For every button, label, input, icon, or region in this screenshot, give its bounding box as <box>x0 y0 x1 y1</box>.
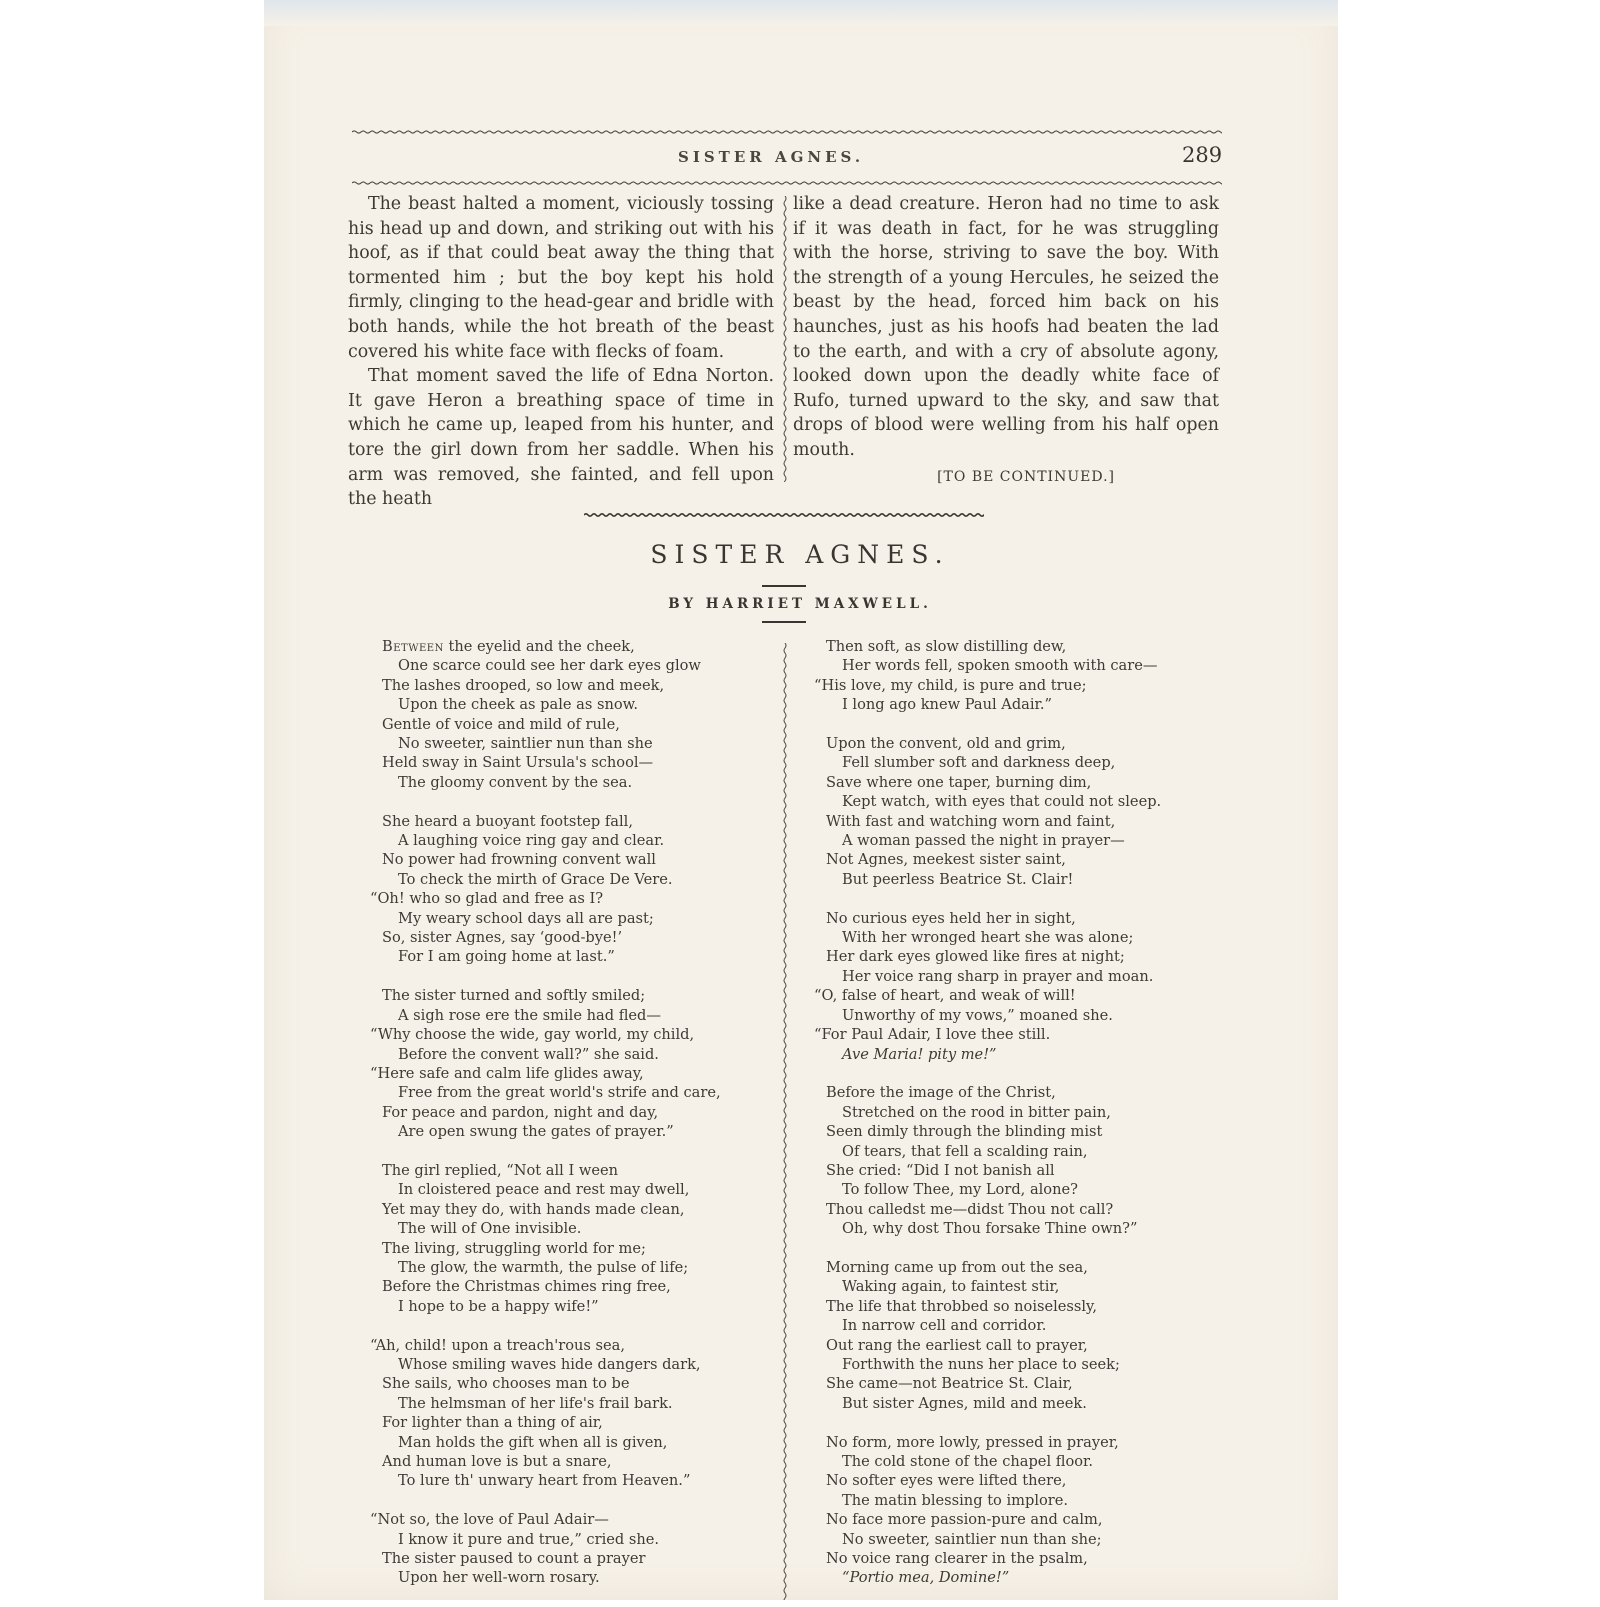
poem-line: My weary school days all are past; <box>398 909 654 927</box>
poem-line: Her words fell, spoken smooth with care— <box>842 657 1158 675</box>
poem-line: “O, false of heart, and weak of will! <box>814 987 1076 1005</box>
poem-line: Free from the great world's strife and care, <box>398 1084 721 1102</box>
poem-line: Upon her well-worn rosary. <box>398 1569 600 1587</box>
poem-line: Before the convent wall?” she said. <box>398 1045 659 1063</box>
poem-line: For lighter than a thing of air, <box>382 1414 603 1432</box>
poem-line: No sweeter, saintlier nun than she <box>398 735 653 753</box>
poem-line: No curious eyes held her in sight, <box>826 909 1076 927</box>
poem-line: The matin blessing to implore. <box>842 1491 1069 1509</box>
prose-paragraph: That moment saved the life of Edna Norton. It gave Heron a breathing space of time in which he came up, leaped from his hunter, and tore the girl down from her saddle. When his arm was removed, she fainted, and fell upon the heath <box>348 366 774 510</box>
poem-line: With fast and watching worn and faint, <box>826 812 1116 830</box>
poem-line: To follow Thee, my Lord, alone? <box>842 1181 1078 1199</box>
poem-line: In narrow cell and corridor. <box>842 1317 1047 1335</box>
poem-line: “Ah, child! upon a treach'rous sea, <box>370 1336 625 1354</box>
poem-line: Upon the cheek as pale as snow. <box>398 696 639 714</box>
poem-line: No sweeter, saintlier nun than she; <box>842 1530 1102 1548</box>
poem-line: For peace and pardon, night and day, <box>382 1103 659 1121</box>
poem-line: Her dark eyes glowed like fires at night; <box>826 948 1125 966</box>
poem-line: Unworthy of my vows,” moaned she. <box>842 1006 1113 1024</box>
byline-rule <box>762 621 806 623</box>
poem-line: Ave Maria! pity me!” <box>842 1045 997 1063</box>
poem-line: Whose smiling waves hide dangers dark, <box>398 1355 701 1373</box>
header-bottom-rule <box>352 179 1222 187</box>
stanza <box>826 1433 1206 1588</box>
poem-line: The lashes drooped, so low and meek, <box>382 676 665 694</box>
poem-line: Before the Christmas chimes ring free, <box>382 1278 671 1296</box>
poem-line: No power had frowning convent wall <box>382 851 656 869</box>
poem-line: I long ago knew Paul Adair.” <box>842 696 1053 714</box>
poem-line: “Here safe and calm life glides away, <box>370 1064 644 1082</box>
prose-right-column <box>793 192 1219 489</box>
poem-line: A woman passed the night in prayer— <box>842 832 1125 850</box>
poem-line: No softer eyes were lifted there, <box>826 1472 1067 1490</box>
stanza <box>370 812 762 967</box>
running-head: SISTER AGNES. <box>678 148 865 166</box>
poem-line: “Why choose the wide, gay world, my child, <box>370 1026 695 1044</box>
poem-line: A sigh rose ere the smile had fled— <box>398 1006 661 1024</box>
poem-line: Gentle of voice and mild of rule, <box>382 715 620 733</box>
prose-left-column <box>348 192 774 512</box>
poem-line: Yet may they do, with hands made clean, <box>382 1200 685 1218</box>
poem-left-column <box>370 637 762 1607</box>
poem-line: Held sway in Saint Ursula's school— <box>382 754 654 772</box>
stanza <box>826 1258 1206 1413</box>
prose-column-divider <box>780 196 790 482</box>
poem-line: Out rang the earliest call to prayer, <box>826 1336 1088 1354</box>
poem-line: She heard a buoyant footstep fall, <box>382 812 633 830</box>
poem-column-divider <box>780 643 790 1600</box>
poem-line: Stretched on the rood in bitter pain, <box>842 1103 1111 1121</box>
poem-line: Then soft, as slow distilling dew, <box>826 638 1067 655</box>
paper-top-edge <box>264 0 1338 26</box>
poem-line: Of tears, that fell a scalding rain, <box>842 1142 1088 1160</box>
poem-line: The gloomy convent by the sea. <box>398 773 633 791</box>
stanza <box>826 1083 1206 1238</box>
poem-line: In cloistered peace and rest may dwell, <box>398 1181 690 1199</box>
first-line-text: the eyelid and the cheek, <box>443 638 635 655</box>
poem-title: SISTER AGNES. <box>650 540 950 569</box>
poem-line: But sister Agnes, mild and meek. <box>842 1394 1087 1412</box>
stanza <box>370 1336 762 1491</box>
poem-line: With her wronged heart she was alone; <box>842 929 1134 947</box>
poem-line: The girl replied, “Not all I ween <box>382 1161 619 1179</box>
page-number: 289 <box>1182 143 1223 167</box>
poem-line: The sister turned and softly smiled; <box>382 987 646 1005</box>
poem-line: Kept watch, with eyes that could not sleep. <box>842 793 1162 811</box>
poem-line: Before the image of the Christ, <box>826 1084 1056 1102</box>
drop-word: Between <box>382 638 444 655</box>
poem-line: The glow, the warmth, the pulse of life; <box>398 1258 689 1276</box>
stanza <box>370 1510 762 1588</box>
poem-line: “Portio mea, Domine!” <box>842 1569 1010 1587</box>
poem-line: To lure th' unwary heart from Heaven.” <box>398 1472 691 1490</box>
poem-line: One scarce could see her dark eyes glow <box>398 657 701 675</box>
poem-line: Thou calledst me—didst Thou not call? <box>826 1200 1114 1218</box>
prose-paragraph: The beast halted a moment, viciously tossing his head up and down, and striking out with his hoof, as if that could beat away the thing that tormented him ; but the boy kept his hold firmly, clinging to the head-gear and bridle with both hands, while the hot breath of the beast covered his white face with flecks of foam. <box>348 194 774 362</box>
poem-line: Her voice rang sharp in prayer and moan. <box>842 967 1154 985</box>
poem-line: And human love is but a snare, <box>382 1453 612 1470</box>
poem-line: Waking again, to faintest stir, <box>842 1278 1060 1296</box>
poem-line: For I am going home at last.” <box>398 948 615 966</box>
poem-line: The sister paused to count a prayer <box>382 1550 646 1568</box>
poem-line: Forthwith the nuns her place to seek; <box>842 1355 1120 1373</box>
title-rule <box>762 585 806 587</box>
poem-line: The life that throbbed so noiselessly, <box>826 1297 1098 1315</box>
poem-line: “His love, my child, is pure and true; <box>814 676 1087 694</box>
poem-line: She cried: “Did I not banish all <box>826 1161 1055 1179</box>
poem-line: No form, more lowly, pressed in prayer, <box>826 1433 1119 1451</box>
header-top-rule <box>352 128 1222 136</box>
prose-paragraph: like a dead creature. Heron had no time to ask if it was death in fact, for he was struggling with the horse, striving to save the boy. With the strength of a young Hercules, he seized the beast by the head, forced him back on his haunches, just as his hoofs had beaten the lad to the earth, and with a cry of absolute agony, looked down upon the deadly white face of Rufo, turned upward to the sky, and saw that drops of blood were welling from his half open mouth. <box>793 194 1219 460</box>
poem-line: Save where one taper, burning dim, <box>826 773 1092 791</box>
poem-line: The living, struggling world for me; <box>382 1239 646 1257</box>
to-be-continued: [TO BE CONTINUED.] <box>937 468 1115 485</box>
poem-line: Morning came up from out the sea, <box>826 1258 1088 1276</box>
poem-line: “For Paul Adair, I love thee still. <box>814 1026 1051 1044</box>
poem-byline: BY HARRIET MAXWELL. <box>668 596 932 612</box>
poem-line: No face more passion-pure and calm, <box>826 1511 1103 1529</box>
stanza <box>826 734 1206 889</box>
section-divider-ornament <box>584 511 984 519</box>
stanza <box>814 909 1206 1064</box>
poem-line: Upon the convent, old and grim, <box>826 735 1066 753</box>
poem-line: A laughing voice ring gay and clear. <box>398 832 665 850</box>
poem-line: Seen dimly through the blinding mist <box>826 1123 1103 1141</box>
poem-line: The cold stone of the chapel floor. <box>842 1452 1094 1470</box>
stanza <box>382 1161 762 1316</box>
stanza <box>382 637 762 792</box>
poem-line: Fell slumber soft and darkness deep, <box>842 754 1116 772</box>
poem-line: She sails, who chooses man to be <box>382 1375 630 1393</box>
poem-line: She came—not Beatrice St. Clair, <box>826 1375 1073 1393</box>
poem-line: “Oh! who so glad and free as I? <box>370 890 604 908</box>
stanza <box>814 637 1206 715</box>
poem-line: Man holds the gift when all is given, <box>398 1433 668 1451</box>
poem-line: I know it pure and true,” cried she. <box>398 1530 660 1548</box>
poem-right-column <box>814 637 1206 1607</box>
poem-line: Not Agnes, meekest sister saint, <box>826 851 1066 869</box>
poem-line: No voice rang clearer in the psalm, <box>826 1550 1088 1568</box>
poem-line: The helmsman of her life's frail bark. <box>398 1394 673 1412</box>
poem-line: But peerless Beatrice St. Clair! <box>842 870 1074 888</box>
stanza <box>370 986 762 1141</box>
poem-line <box>382 637 762 656</box>
poem-line: I hope to be a happy wife!” <box>398 1297 599 1315</box>
poem-line: To check the mirth of Grace De Vere. <box>398 870 673 888</box>
poem-line: So, sister Agnes, say ‘good-bye!’ <box>382 929 623 947</box>
poem-line: Are open swung the gates of prayer.” <box>398 1123 674 1141</box>
poem-line: Oh, why dost Thou forsake Thine own?” <box>842 1220 1138 1238</box>
poem-line: The will of One invisible. <box>398 1220 582 1238</box>
poem-line: “Not so, the love of Paul Adair— <box>370 1511 609 1529</box>
